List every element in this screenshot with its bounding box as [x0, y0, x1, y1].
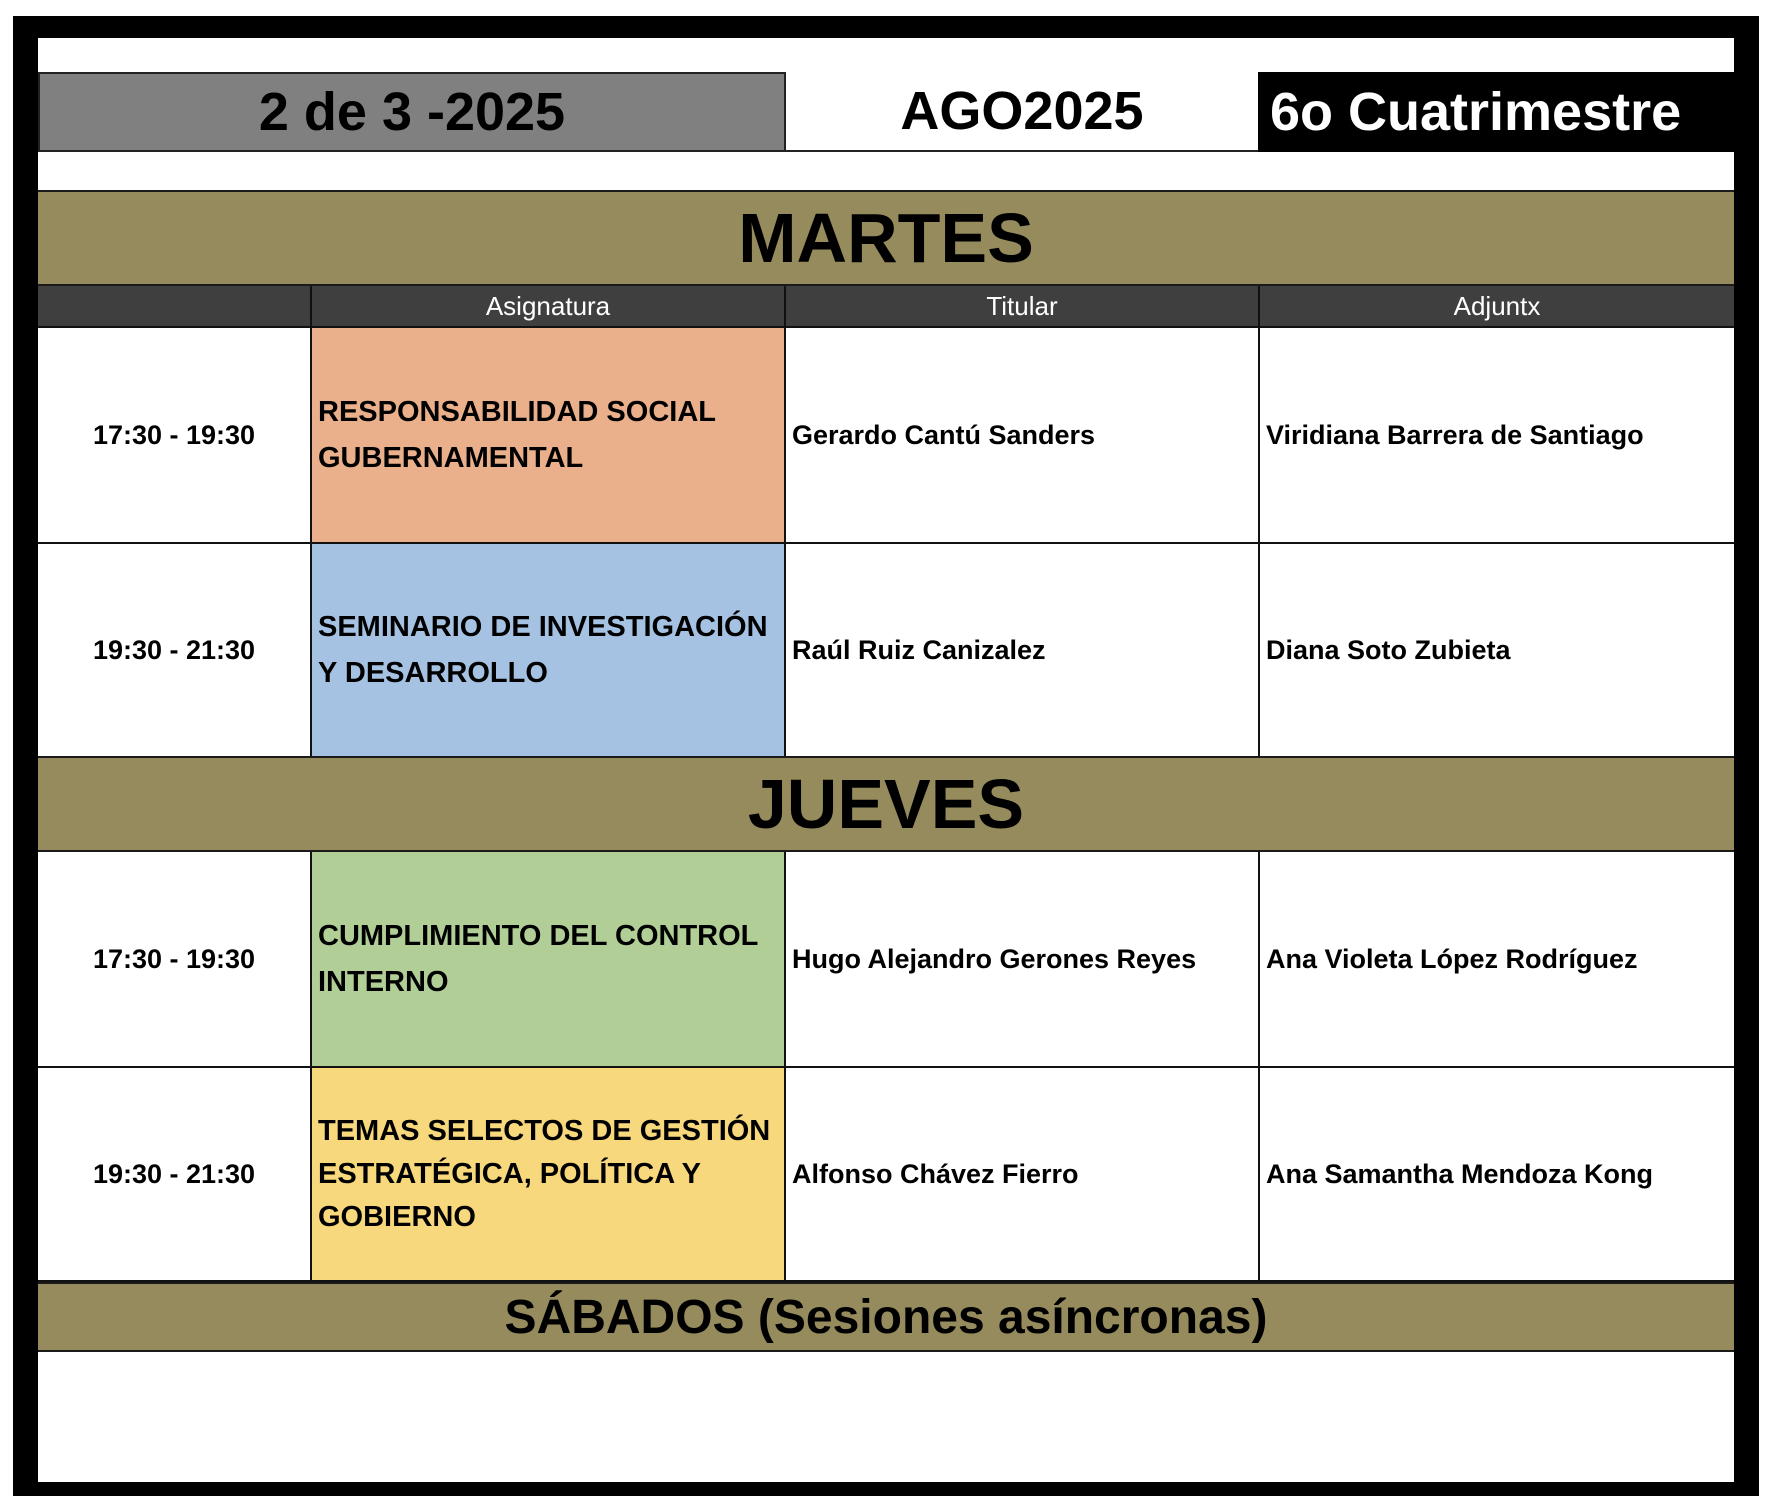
class-time: 19:30 - 21:30 — [38, 1068, 312, 1282]
class-subject: TEMAS SELECTOS DE GESTIÓN ESTRATÉGICA, POLÍTICA Y GOBIERNO — [312, 1068, 786, 1282]
term-code-label: 2 de 3 -2025 — [38, 72, 786, 152]
class-time: 19:30 - 21:30 — [38, 544, 312, 758]
class-time: 17:30 - 19:30 — [38, 852, 312, 1068]
class-adjunto: Diana Soto Zubieta — [1260, 544, 1734, 758]
class-adjunto: Ana Samantha Mendoza Kong — [1260, 1068, 1734, 1282]
class-adjunto: Viridiana Barrera de Santiago — [1260, 328, 1734, 544]
column-header-adjunto: Adjuntx — [1260, 286, 1734, 328]
class-titular: Gerardo Cantú Sanders — [786, 328, 1260, 544]
column-header-titular: Titular — [786, 286, 1260, 328]
column-header-subject: Asignatura — [312, 286, 786, 328]
empty-saturday-section — [38, 1352, 1734, 1482]
class-titular: Hugo Alejandro Gerones Reyes — [786, 852, 1260, 1068]
class-adjunto: Ana Violeta López Rodríguez — [1260, 852, 1734, 1068]
column-header-time — [38, 286, 312, 328]
class-time: 17:30 - 19:30 — [38, 328, 312, 544]
semester-label: 6o Cuatrimestre — [1258, 72, 1734, 152]
class-subject: RESPONSABILIDAD SOCIAL GUBERNAMENTAL — [312, 328, 786, 544]
day-banner-sabados: SÁBADOS (Sesiones asíncronas) — [38, 1282, 1734, 1352]
month-label: AGO2025 — [786, 72, 1258, 152]
class-subject: SEMINARIO DE INVESTIGACIÓN Y DESARROLLO — [312, 544, 786, 758]
class-titular: Alfonso Chávez Fierro — [786, 1068, 1260, 1282]
class-titular: Raúl Ruiz Canizalez — [786, 544, 1260, 758]
day-banner-jueves: JUEVES — [38, 756, 1734, 852]
class-subject: CUMPLIMIENTO DEL CONTROL INTERNO — [312, 852, 786, 1068]
day-banner-martes: MARTES — [38, 190, 1734, 286]
